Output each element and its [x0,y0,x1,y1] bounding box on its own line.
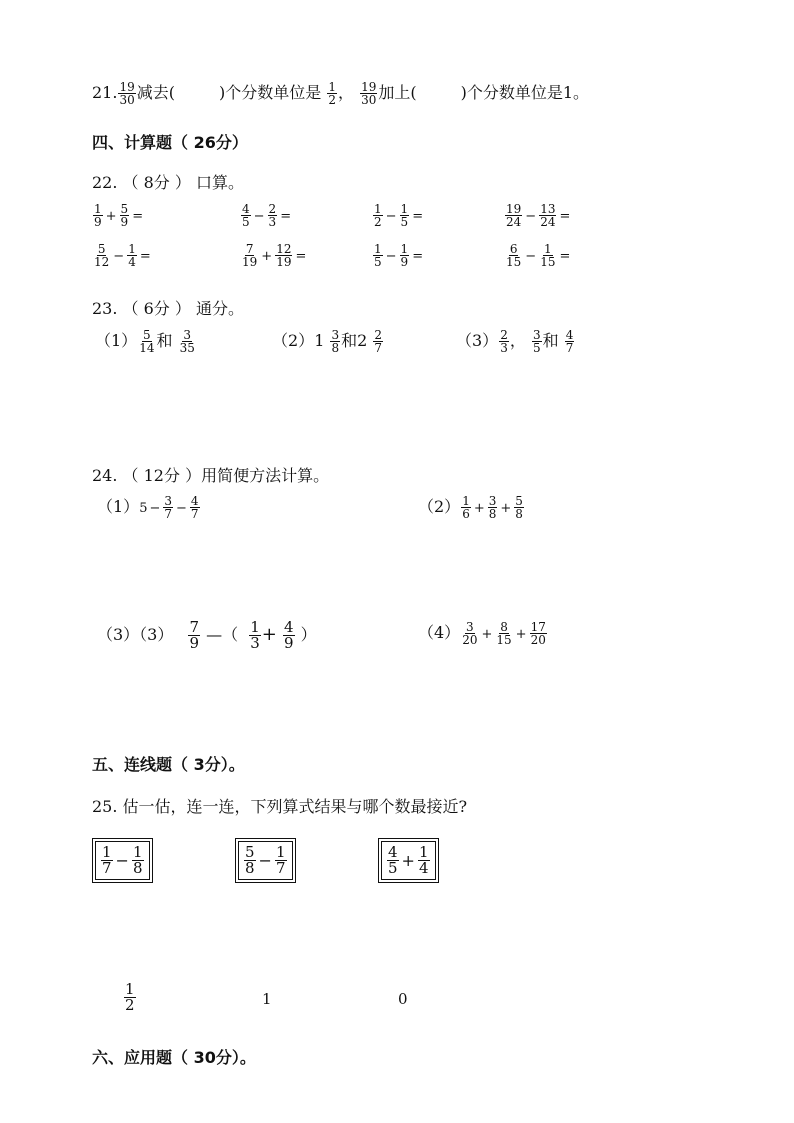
denominator: 15 [506,255,522,269]
numerator: 19 [506,202,522,216]
denominator: 9 [400,255,409,269]
q22-item [504,243,572,268]
q24-p3-op-2: + [261,624,277,645]
q22-frac-b [127,243,137,268]
q25-b2-frac-a: $\frac{5}{8}$ [245,843,255,877]
q23-p3-frac-c: $\frac{4}{7}$ [565,328,574,355]
numerator: 1 [374,202,382,216]
q24-p3-frac-a: $\frac{7}{9}$ [189,618,200,652]
q23-p1-label: （1） [95,331,138,350]
numerator: 13 [540,202,556,216]
q23-p2-frac-b: $\frac{2}{7}$ [374,328,383,355]
q24-p4-op-2: + [515,627,527,642]
q22-operator: + [105,209,117,224]
q22-frac-a [241,203,251,228]
q25-answer-one[interactable]: 1 [262,990,272,1008]
q22-operator: − [113,249,125,264]
section-5-title: 五、连线题（ 3分）。 [92,755,245,774]
q25-answer-zero[interactable]: 0 [398,990,408,1008]
q25-b2-op: − [258,851,272,870]
q24-p1-op-1: − [149,501,161,516]
q22-item [372,243,425,268]
q22-item [240,243,308,268]
q23-p3-frac-a: $\frac{2}{3}$ [500,328,508,355]
q24-p1-whole: 5 [139,501,148,516]
question-21 [92,80,589,106]
q25-b2-frac-b: $\frac{1}{7}$ [275,843,286,877]
q24-part-4 [418,620,548,646]
q24-p1-frac-b: $\frac{4}{7}$ [190,494,199,521]
q25-half-frac: $\frac{1}{2}$ [125,980,135,1014]
denominator: 12 [94,255,110,269]
q22-frac-b [268,203,278,228]
q22-equals: = [559,249,571,264]
q23-p1-frac-a: $\frac{5}{14}$ [139,328,155,355]
q24-p2-op-1: + [473,501,485,516]
q24-p2-op-2: + [500,501,512,516]
denominator: 4 [128,255,136,269]
q25-box-1-inner [95,841,150,880]
numerator: 12 [276,242,292,256]
q22-frac-a [93,203,103,228]
numerator: 1 [374,242,382,256]
numerator: 2 [268,202,277,216]
q25-answer-half[interactable] [123,982,137,1013]
q23-p1-and: 和 [156,331,173,350]
q23-p3-label: （3） [456,331,499,350]
q24-p2-label: （2） [418,497,461,516]
q21-text-3: 加上( [378,83,417,102]
q22-item [372,203,425,228]
denominator: 5 [374,255,382,269]
q21-sep: ， [337,83,354,102]
q22-operator: − [385,209,397,224]
q22-operator: − [525,209,537,224]
q24-p3-label: （3）（3） [97,625,174,644]
section-6-title: 六、应用题（ 30分）。 [92,1048,256,1067]
denominator: 5 [242,215,250,229]
q22-item [92,203,145,228]
q24-part-1 [97,494,201,520]
denominator: 9 [94,215,102,229]
denominator: 24 [506,215,522,229]
denominator: 15 [540,255,556,269]
q25-b3-frac-a: $\frac{4}{5}$ [388,843,398,877]
numerator: 1 [94,202,102,216]
q22-frac-b [275,243,292,268]
q24-p2-frac-c: $\frac{5}{8}$ [515,494,523,521]
numerator: 1 [400,202,409,216]
q22-equals: = [412,209,424,224]
q22-frac-a [373,243,383,268]
q22-item [92,243,153,268]
q25-expression-box-3[interactable] [378,838,439,883]
q22-operator: − [385,249,397,264]
q23-p2-whole-1: 1 [314,331,325,350]
q25-b1-op: − [115,851,129,870]
q23-p3-frac-b: $\frac{3}{5}$ [532,328,541,355]
q21-number: 21. [92,83,118,102]
q25-expression-box-1[interactable] [92,838,153,883]
numerator: 6 [509,242,518,256]
q22-frac-b [539,203,556,228]
q24-p4-frac-c: $\frac{17}{20}$ [530,620,546,647]
numerator: 1 [400,242,409,256]
q24-p2-frac-a: $\frac{1}{6}$ [462,494,470,521]
q24-p1-label: （1） [97,497,140,516]
q25-b3-op: + [401,851,415,870]
q22-equals: = [295,249,307,264]
q21-fraction-3: $\frac{19}{30}$ [361,80,377,107]
q25-box-2-inner [238,841,293,880]
q23-part-3 [456,328,575,354]
q25-expression-box-2[interactable] [235,838,296,883]
q24-p3-frac-b: $\frac{1}{3}$ [250,618,260,652]
denominator: 5 [400,215,409,229]
denominator: 9 [120,215,129,229]
q24-p4-frac-b: $\frac{8}{15}$ [496,620,512,647]
q22-operator: + [261,249,273,264]
q24-p2-frac-b: $\frac{3}{8}$ [488,494,497,521]
q23-p3-comma: ， [509,331,526,350]
q24-p1-op-2: − [176,501,187,516]
q22-frac-b [120,203,130,228]
numerator: 5 [97,242,106,256]
q24-p3-close: ） [300,625,317,644]
q22-title: 22. （ 8分 ） 口算。 [92,173,244,192]
q22-frac-b [400,203,410,228]
q25-b1-frac-b: $\frac{1}{8}$ [132,843,143,877]
q25-b1-frac-a: $\frac{1}{7}$ [102,843,112,877]
q22-operator: − [525,249,537,264]
q22-frac-a [505,243,522,268]
q22-operator: − [253,209,265,224]
q22-equals: = [132,209,144,224]
q22-equals: = [559,209,571,224]
q25-b3-frac-b: $\frac{1}{4}$ [418,843,429,877]
q23-p2-whole-2: 2 [357,331,368,350]
q24-part-3 [97,620,317,651]
numerator: 7 [245,242,254,256]
q23-title: 23. （ 6分 ） 通分。 [92,299,244,318]
q22-frac-a [93,243,110,268]
q22-frac-a [373,203,383,228]
q22-frac-a [505,203,522,228]
q23-part-2 [272,328,384,354]
section-4-title: 四、计算题（ 26分） [92,133,248,152]
q24-p3-frac-c: $\frac{4}{9}$ [283,618,294,652]
q21-fraction-1: $\frac{19}{30}$ [119,80,135,107]
q23-p3-and: 和 [542,331,559,350]
q24-title: 24. （ 12分 ）用简便方法计算。 [92,466,330,485]
q21-fraction-2: $\frac{1}{2}$ [328,80,336,107]
q21-text-1: 减去( [136,83,175,102]
denominator: 2 [374,215,382,229]
q22-frac-b [400,243,410,268]
q24-part-2 [418,494,525,520]
q25-box-3-inner [381,841,436,880]
q24-p4-label: （4） [418,623,461,642]
q21-text-4: )个分数单位是1。 [460,83,590,102]
q23-p2-label: （2） [272,331,315,350]
q22-equals: = [280,209,292,224]
numerator: 1 [128,242,136,256]
numerator: 1 [544,242,552,256]
q24-p3-op-1: —（ [206,625,239,644]
q24-p4-op-1: + [481,627,493,642]
q23-part-1 [95,328,197,354]
q23-p2-frac-a: $\frac{3}{8}$ [331,328,340,355]
q24-p1-frac-a: $\frac{3}{7}$ [164,494,173,521]
denominator: 3 [268,215,277,229]
q22-frac-a [241,243,258,268]
q22-item [504,203,572,228]
q22-equals: = [412,249,424,264]
q25-title: 25. 估一估，连一连，下列算式结果与哪个数最接近? [92,797,468,816]
q24-p4-frac-a: $\frac{3}{20}$ [462,620,478,647]
numerator: 4 [242,202,250,216]
q22-frac-b [539,243,556,268]
denominator: 24 [540,215,556,229]
q22-equals: = [139,249,151,264]
denominator: 19 [276,255,292,269]
numerator: 5 [120,202,129,216]
denominator: 19 [242,255,258,269]
q23-p2-and: 和 [341,331,358,350]
q23-p1-frac-b: $\frac{3}{35}$ [179,328,195,355]
q22-item [240,203,293,228]
q21-text-2: )个分数单位是 [218,83,322,102]
